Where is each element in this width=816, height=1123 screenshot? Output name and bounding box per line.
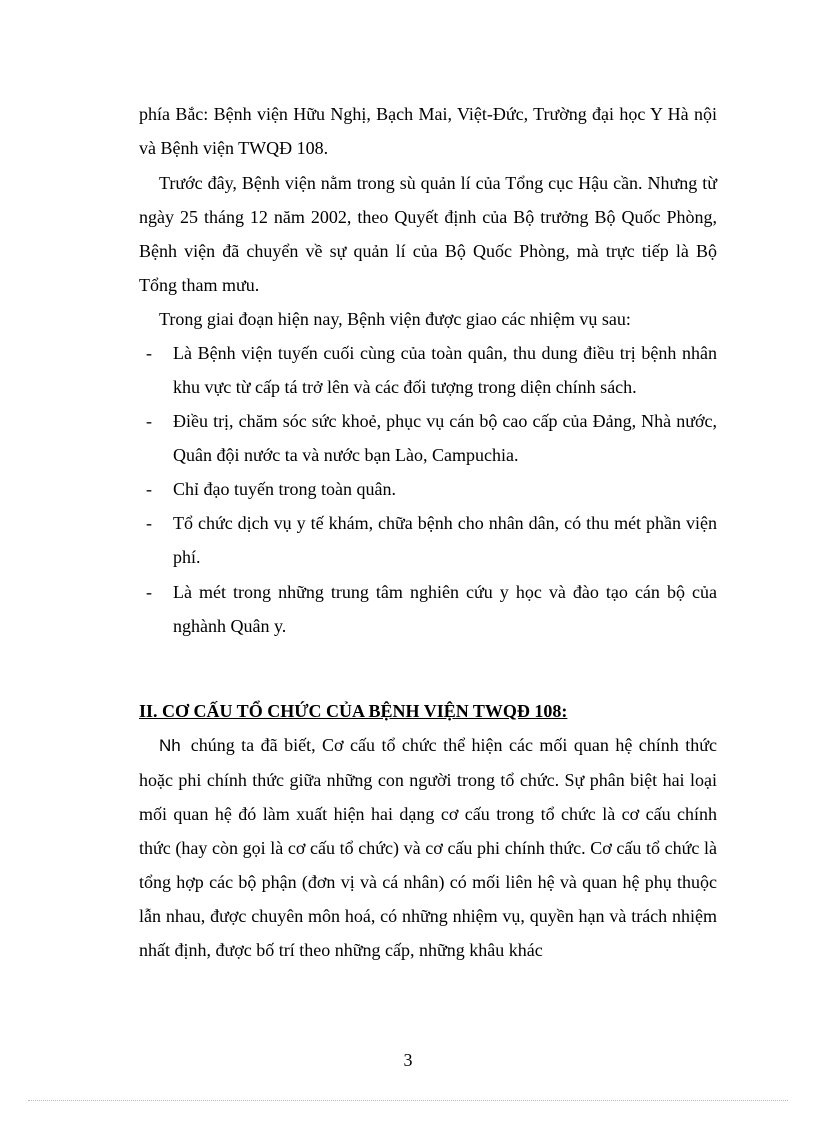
bullet-dash: - xyxy=(146,411,152,431)
list-item-text: Là Bệnh viện tuyến cuối cùng của toàn quân, thu dung điều trị bệnh nhân khu vực từ cấp tá trở lên và các đối tượng trong diện chính sách. xyxy=(173,343,717,397)
list-item-text: Tổ chức dịch vụ y tế khám, chữa bệnh cho nhân dân, có thu mét phần viện phí. xyxy=(173,513,717,567)
paragraph-organization-structure xyxy=(139,728,717,967)
paragraph-body: chúng ta đã biết, Cơ cấu tổ chức thể hiện các mối quan hệ chính thức hoặc phi chính thức giữa những con người trong tổ chức. Sự phân biệt hai loại mối quan hệ đó làm xuất hiện hai dạng cơ cấu trong tổ chức là cơ cấu chính thức (hay còn gọi là cơ cấu tổ chức) và cơ cấu phi chính thức. Cơ cấu tổ chức là tổng hợp các bộ phận (đơn vị và cá nhân) có mối liên hệ và quan hệ phụ thuộc lẫn nhau, được chuyên môn hoá, có những nhiệm vụ, quyền hạn và trách nhiệm nhất định, được bố trí theo những cấp, những khâu khác xyxy=(139,735,717,960)
list-item-text: Điều trị, chăm sóc sức khoẻ, phục vụ cán bộ cao cấp của Đảng, Nhà nước, Quân đội nước ta và nước bạn Lào, Campuchia. xyxy=(173,411,717,465)
list-item-text: Chỉ đạo tuyến trong toàn quân. xyxy=(173,479,396,499)
list-item-text: Là mét trong những trung tâm nghiên cứu y học và đào tạo cán bộ của nghành Quân y. xyxy=(173,582,717,636)
bullet-dash: - xyxy=(146,582,152,602)
section-heading: II. CƠ CẤU TỔ CHỨC CỦA BỆNH VIỆN TWQĐ 108: xyxy=(139,701,568,721)
paragraph-lead-fragment: Nh xyxy=(159,736,181,755)
page-number: 3 xyxy=(403,1050,413,1070)
paragraph-tasks-intro: Trong giai đoạn hiện nay, Bệnh viện được giao các nhiệm vụ sau: xyxy=(159,309,631,329)
bullet-dash: - xyxy=(146,479,152,499)
footer-divider xyxy=(28,1100,788,1101)
bullet-dash: - xyxy=(146,343,152,363)
paragraph-hospital-location: phía Bắc: Bệnh viện Hữu Nghị, Bạch Mai, Việt-Đức, Trường đại học Y Hà nội và Bệnh viện TWQĐ 108. xyxy=(139,104,717,158)
bullet-dash: - xyxy=(146,513,152,533)
paragraph-management-history: Trước đây, Bệnh viện nằm trong sù quản lí của Tổng cục Hậu cần. Nhưng từ ngày 25 tháng 12 năm 2002, theo Quyết định của Bộ trưởng Bộ Quốc Phòng, Bệnh viện đã chuyển về sự quản lí của Bộ Quốc Phòng, mà trực tiếp là Bộ Tổng tham mưu. xyxy=(139,173,717,295)
